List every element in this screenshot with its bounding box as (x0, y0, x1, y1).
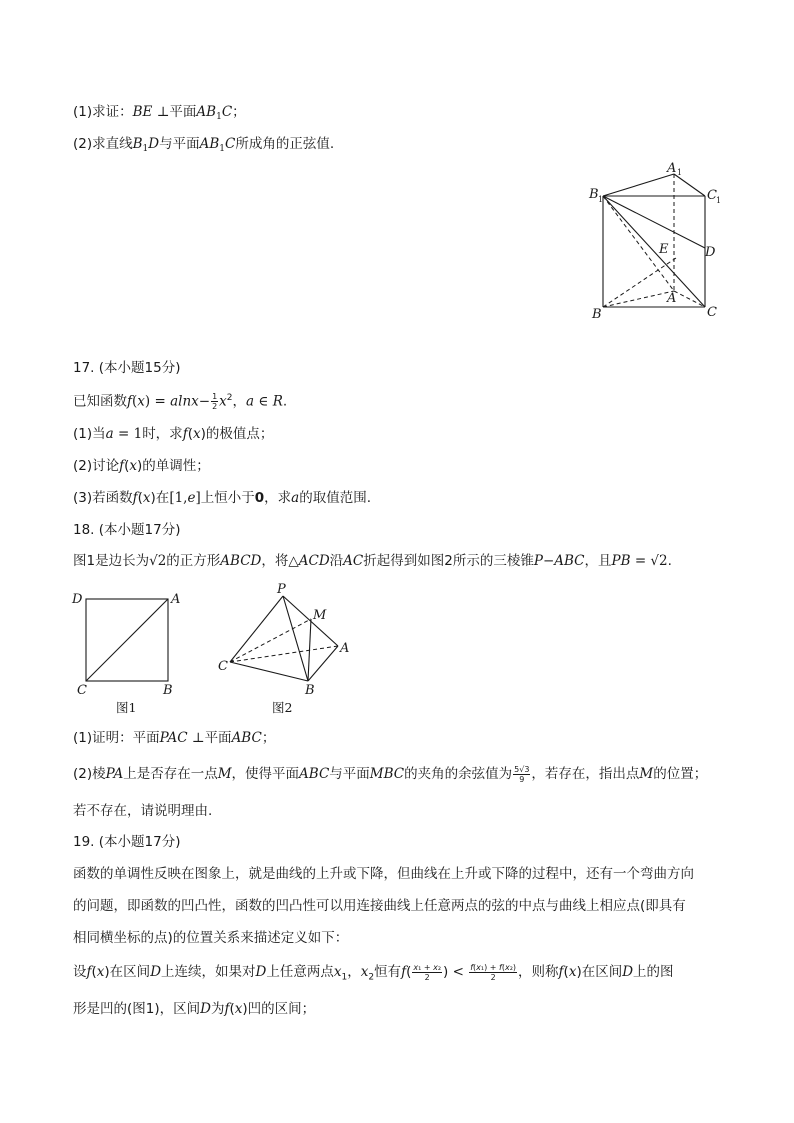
q19-p3: 相同横坐标的点)的位置关系来描述定义如下： (73, 930, 349, 946)
q17-part3: (3)若函数f(x)在[1,e]上恒小于0，求a的取值范围. (73, 490, 372, 506)
q17-part2: (2)讨论f(x)的单调性； (73, 458, 210, 474)
label-C: C (707, 305, 717, 320)
label-B: B (592, 307, 602, 322)
fig1-label-B: B (163, 683, 173, 698)
fig2-label-B: B (305, 683, 315, 698)
q16-part1: (1)求证：BE ⊥平面$AB_1C$； (73, 104, 246, 122)
q18-part2: (2)棱PA上是否存在一点M，使得平面ABC与平面MBC的夹角的余弦值为 $\frac{5√3}{9}$ ，若存在，指出点M的位置； (73, 764, 708, 784)
q17-header: 17. (本小题15分) (73, 360, 181, 376)
label-E: E (659, 242, 669, 257)
q17-stem: 已知函数f(x) = alnx− $\frac{1}{2}$ $x^2$，a ∈ R. (73, 392, 288, 411)
q19-p4: 设f(x)在区间D上连续，如果对D上任意两点$x_1$，$x_2$恒有f( $\frac{\text{x₁ + x₂}}{2}$ ) < $\frac{\text{f(x₁) + f(x₂)}}{2}$ ，则称f(x)在区间D上的图 (73, 962, 674, 983)
fig1-label-D: D (72, 592, 83, 607)
label-A: A (667, 291, 677, 306)
fig2-caption: 图2 (272, 700, 293, 715)
fig2-label-M: M (313, 608, 327, 623)
label-B1: B (589, 187, 599, 202)
q19-p1: 函数的单调性反映在图象上，就是曲线的上升或下降，但曲线在上升或下降的过程中，还有一个弯曲方向 (73, 866, 694, 882)
label-C1: C (707, 188, 717, 203)
label-C1-sub: 1 (716, 196, 722, 205)
q19-p5: 形是凹的(图1)，区间D为f(x)凹的区间； (73, 1001, 316, 1017)
label-A1-sub: 1 (677, 168, 683, 177)
fig1-label-A: A (171, 592, 181, 607)
fig2-label-C: C (218, 659, 228, 674)
q18-part1: (1)证明：平面PAC ⊥平面ABC； (73, 730, 276, 746)
label-D: D (705, 245, 716, 260)
fig2-label-A: A (340, 641, 350, 656)
label-B1-sub: 1 (598, 195, 604, 204)
q19-p2: 的问题，即函数的凹凸性，函数的凹凸性可以用连接曲线上任意两点的弦的中点与曲线上相应点(即具有 (73, 898, 686, 914)
q19-header: 19. (本小题17分) (73, 834, 181, 850)
q16-part2: (2)求直线$B_1D$与平面$AB_1C$所成角的正弦值. (73, 136, 335, 154)
q18-header: 18. (本小题17分) (73, 522, 181, 538)
q18-part2b: 若不存在，请说明理由. (73, 803, 213, 819)
fig1-label-C: C (77, 683, 87, 698)
label-A1: A (667, 161, 677, 176)
q18-stem: 图1是边长为√2的正方形ABCD，将△ACD沿AC折起得到如图2所示的三棱锥P−ABC，且PB = √2. (73, 553, 672, 569)
q17-part1: (1)当a = 1时，求f(x)的极值点； (73, 426, 274, 442)
fig1-caption: 图1 (116, 700, 137, 715)
fig2-label-P: P (277, 582, 286, 597)
